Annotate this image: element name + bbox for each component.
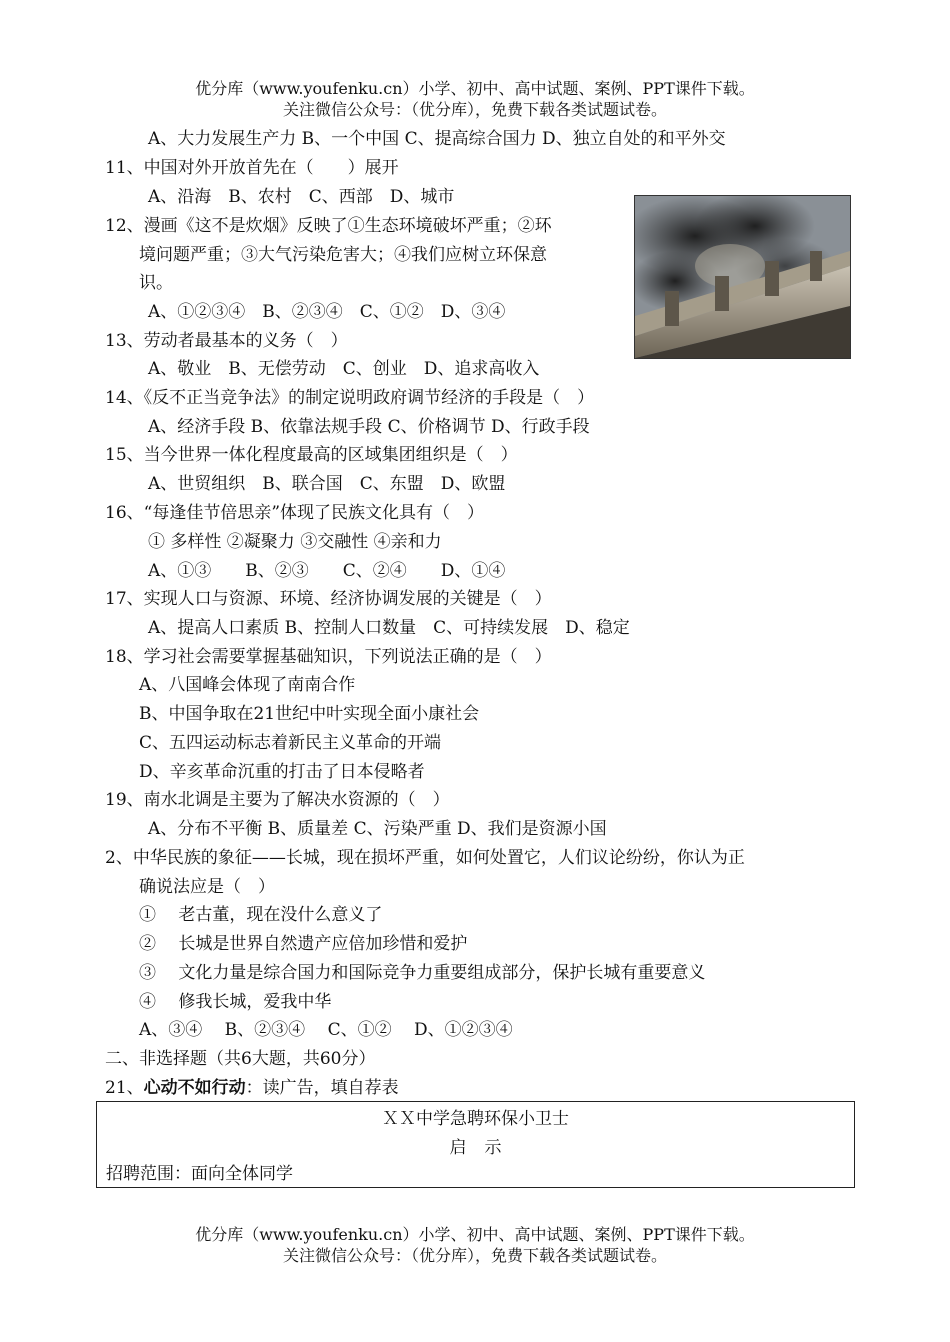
- q18-option-d: D、辛亥革命沉重的打击了日本侵略者: [139, 762, 425, 782]
- q13-options: A、敬业 B、无偿劳动 C、创业 D、追求高收入: [148, 359, 540, 379]
- q20-statement-4: ④ 修我长城，爱我中华: [139, 992, 332, 1012]
- q20-statement-3: ③ 文化力量是综合国力和国际竞争力重要组成部分，保护长城有重要意义: [139, 963, 706, 983]
- q18-option-b: B、中国争取在21世纪中叶实现全面小康社会: [139, 704, 480, 724]
- q20-stem-line-1: 2、中华民族的象征——长城，现在损坏严重，如何处置它，人们议论纷纷，你认为正: [105, 848, 745, 868]
- q15-stem: 15、当今世界一体化程度最高的区域集团组织是（ ）: [105, 445, 518, 465]
- q20-options: A、③④ B、②③④ C、①② D、①②③④: [139, 1020, 513, 1040]
- q14-options: A、经济手段 B、依靠法规手段 C、价格调节 D、行政手段: [148, 417, 590, 437]
- smokestack-cartoon-image: [634, 195, 851, 359]
- page-footer-line-1: 优分库（www.youfenku.cn）小学、初中、高中试题、案例、PPT课件下载。: [195, 1225, 755, 1244]
- page-footer-line-2: 关注微信公众号：（优分库），免费下载各类试题试卷。: [282, 1246, 667, 1265]
- q17-options: A、提高人口素质 B、控制人口数量 C、可持续发展 D、稳定: [148, 618, 630, 638]
- recruitment-notice-box: [96, 1101, 855, 1188]
- q21-bold-title: 心动不如行动: [143, 1078, 246, 1098]
- q11-stem: 11、中国对外开放首先在（ ）展开: [105, 158, 399, 178]
- q16-stem: 16、“每逢佳节倍思亲”体现了民族文化具有（ ）: [105, 503, 485, 523]
- q12-stem-line-1: 12、漫画《这不是炊烟》反映了①生态环境破坏严重；②环: [105, 216, 552, 236]
- q16-options: A、①③ B、②③ C、②④ D、①④: [148, 561, 506, 581]
- q12-stem-line-2: 境问题严重；③大气污染危害大；④我们应树立环保意: [139, 245, 547, 265]
- section-two-heading: 二、非选择题（共6大题，共60分）: [105, 1049, 376, 1069]
- q21-number: 21、: [105, 1078, 144, 1098]
- q12-options: A、①②③④ B、②③④ C、①② D、③④: [148, 302, 506, 322]
- page-header-line-1: 优分库（www.youfenku.cn）小学、初中、高中试题、案例、PPT课件下载。: [195, 79, 755, 98]
- q15-options: A、世贸组织 B、联合国 C、东盟 D、欧盟: [148, 474, 506, 494]
- q18-option-c: C、五四运动标志着新民主义革命的开端: [139, 733, 442, 753]
- q19-options: A、分布不平衡 B、质量差 C、污染严重 D、我们是资源小国: [148, 819, 607, 839]
- q21-stem: [105, 1077, 399, 1099]
- q12-stem-line-3: 识。: [139, 273, 173, 293]
- q20-statement-1: ① 老古董，现在没什么意义了: [139, 905, 383, 925]
- q18-option-a: A、八国峰会体现了南南合作: [139, 675, 356, 695]
- q11-options: A、沿海 B、农村 C、西部 D、城市: [148, 187, 455, 207]
- q17-stem: 17、实现人口与资源、环境、经济协调发展的关键是（ ）: [105, 589, 552, 609]
- q18-stem: 18、学习社会需要掌握基础知识，下列说法正确的是（ ）: [105, 647, 552, 667]
- page-header-line-2: 关注微信公众号：（优分库），免费下载各类试题试卷。: [282, 100, 667, 119]
- q19-stem: 19、南水北调是主要为了解决水资源的（ ）: [105, 790, 450, 810]
- q21-instruction: ：读广告，填自荐表: [245, 1078, 399, 1098]
- q20-stem-line-2: 确说法应是（ ）: [139, 877, 275, 897]
- q13-stem: 13、劳动者最基本的义务（ ）: [105, 331, 348, 351]
- q14-stem: 14、《反不正当竞争法》的制定说明政府调节经济的手段是（ ）: [105, 388, 595, 408]
- q20-statement-2: ② 长城是世界自然遗产应倍加珍惜和爱护: [139, 934, 468, 954]
- q16-statements: ① 多样性 ②凝聚力 ③交融性 ④亲和力: [148, 532, 442, 552]
- notice-title: ＸＸ中学急聘环保小卫士: [382, 1109, 569, 1129]
- notice-scope: 招聘范围：面向全体同学: [106, 1164, 293, 1184]
- q10-options: A、大力发展生产力 B、一个中国 C、提高综合国力 D、独立自处的和平外交: [148, 129, 726, 149]
- notice-subtitle: 启示: [449, 1138, 520, 1158]
